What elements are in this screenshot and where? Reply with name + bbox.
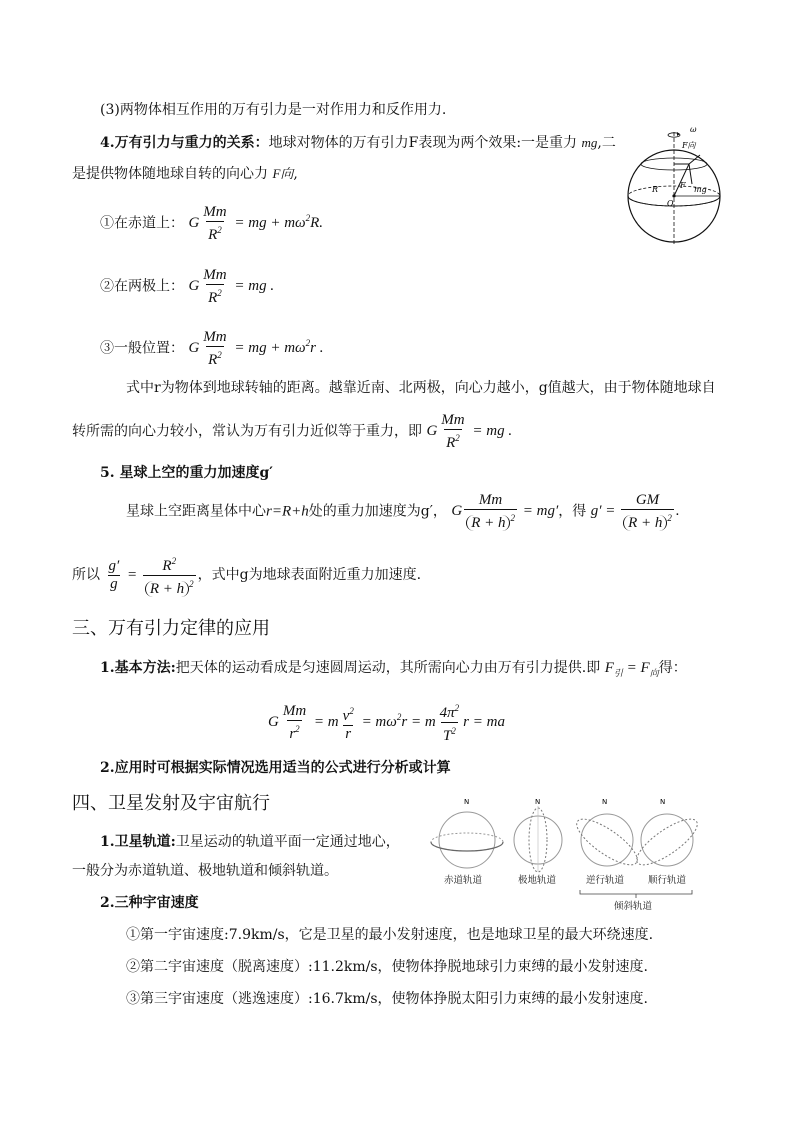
gravity-weight-text: 地球对物体的万有引力F表现为两个效果:一是重力: [268, 135, 578, 151]
equation-general: ③一般位置： G $\frac{Mm}{R^2}$ = mg + $m\omega^2r$ .: [100, 329, 324, 368]
altitude-gravity-heading: 5. 星球上空的重力加速度g′: [100, 465, 273, 481]
earth-force-figure: [622, 124, 722, 246]
altitude-get: ，得: [558, 503, 587, 520]
fn-label: F向: [682, 141, 696, 150]
r-label: R: [652, 185, 659, 194]
ratio-tail: ，式中g为地球表面附近重力加速度.: [197, 566, 422, 583]
gravity-weight-heading: 4.万有引力与重力的关系：: [100, 135, 269, 151]
omega-label: ω: [690, 125, 697, 134]
equator-label: ①在赤道上：: [100, 215, 184, 232]
equation-orbital: G $\frac{Mm}{r^2}$ = m $\frac{v^2}{r}$ = $m\omega^2r = m$ $\frac{4\pi^2}{T^2}$ r = ma: [268, 702, 505, 744]
centripetal-symbol: F向: [272, 166, 294, 181]
north-label-3: N: [602, 798, 608, 806]
north-label-1: N: [464, 798, 470, 806]
mg-symbol: mg: [581, 135, 598, 150]
orbits-figure: [422, 792, 722, 914]
altitude-gravity-formula: 星球上空距离星体中心r=R+h处的重力加速度为g′， G $\frac{Mm}{R + h ^2}$ = mg′，得 g′ = $\frac{GM}{R + h ^2}$ .: [126, 492, 680, 531]
basic-method-text: 把天体的运动看成是匀速圆周运动，其所需向心力由万有引力提供.即: [175, 660, 601, 676]
altitude-text2: 处的重力加速度为g′，: [308, 503, 447, 520]
section-3-title: 三、万有引力定律的应用: [72, 618, 270, 639]
general-label: ③一般位置：: [100, 340, 184, 357]
mg-label: mg: [694, 185, 707, 194]
f-label: F: [680, 181, 686, 190]
north-label-4: N: [660, 798, 666, 806]
centripetal-text: 是提供物体随地球自转的向心力: [72, 166, 268, 182]
note-line-1: 式中r为物体到地球转轴的距离。越靠近南、北两极，向心力越小，g值越大，由于物体随地球自: [126, 380, 716, 396]
orbit-types-line2: 一般分为赤道轨道、极地轨道和倾斜轨道。: [72, 863, 338, 879]
altitude-text: 星球上空距离星体中心: [126, 503, 266, 520]
third-cosmic-velocity: ③第三宇宙速度（逃逸速度）:16.7km/s，使物体挣脱太阳引力束缚的最小发射速度.: [126, 991, 648, 1007]
basic-method: 1.基本方法:把天体的运动看成是匀速圆周运动，其所需向心力由万有引力提供.即 $F_引 = F_向$得：: [100, 660, 687, 678]
basic-method-heading: 1.基本方法:: [100, 660, 176, 676]
note-line-2: 转所需的向心力较小，常认为万有引力近似等于重力，即 G $\frac{Mm}{R^2}$ = mg .: [72, 412, 513, 451]
equation-poles: ②在两极上： G $\frac{Mm}{R^2}$ = mg .: [100, 267, 275, 306]
equation-equator: ①在赤道上： G $\frac{Mm}{R^2}$ = mg + $m\omega^2R$.: [100, 204, 324, 243]
inclined-orbit-caption: 倾斜轨道: [614, 901, 653, 912]
orbits-diagram: [422, 792, 722, 914]
paragraph-gravity-weight: [100, 133, 616, 153]
orbit-types: [100, 832, 400, 852]
orbit-types-text: 卫星运动的轨道平面一定通过地心，: [175, 834, 400, 850]
orbit-types-heading: 1.卫星轨道:: [100, 834, 176, 850]
cosmic-velocities-heading: 2.三种宇宙速度: [100, 895, 199, 911]
first-cosmic-velocity: ①第一宇宙速度:7.9km/s，它是卫星的最小发射速度，也是地球卫星的最大环绕速度.: [126, 927, 654, 943]
paragraph-action-reaction: (3)两物体相互作用的万有引力是一对作用力和反作用力.: [100, 102, 447, 118]
o-label: O: [667, 199, 674, 208]
altitude-r: r=R+h: [266, 503, 309, 520]
prograde-orbit-caption: 顺行轨道: [648, 875, 687, 886]
second-cosmic-velocity: ②第二宇宙速度（脱离速度）:11.2km/s，使物体挣脱地球引力束缚的最小发射速度.: [126, 959, 648, 975]
polar-orbit-caption: 极地轨道: [518, 875, 557, 886]
note-line-2-text: 转所需的向心力较小，常认为万有引力近似等于重力，即: [72, 423, 422, 440]
retrograde-orbit-caption: 逆行轨道: [586, 875, 625, 886]
equatorial-orbit-caption: 赤道轨道: [444, 875, 483, 886]
paragraph-gravity-weight-line2: 是提供物体随地球自转的向心力 F向,: [72, 166, 298, 182]
basic-method-get: 得：: [658, 660, 687, 676]
altitude-ratio: 所以 $\frac{g'}{g}$ = $\frac{R^2}{R + h ^2}$ ，式中g为地球表面附近重力加速度.: [72, 556, 422, 597]
gravity-weight-text-end: ,二: [597, 135, 616, 151]
apply-formula-note: 2.应用时可根据实际情况选用适当的公式进行分析或计算: [100, 760, 451, 776]
north-label-2: N: [535, 798, 541, 806]
ratio-so: 所以: [72, 566, 100, 583]
poles-label: ②在两极上：: [100, 278, 184, 295]
earth-diagram: [622, 124, 722, 246]
section-4-title: 四、卫星发射及宇宙航行: [72, 793, 270, 814]
